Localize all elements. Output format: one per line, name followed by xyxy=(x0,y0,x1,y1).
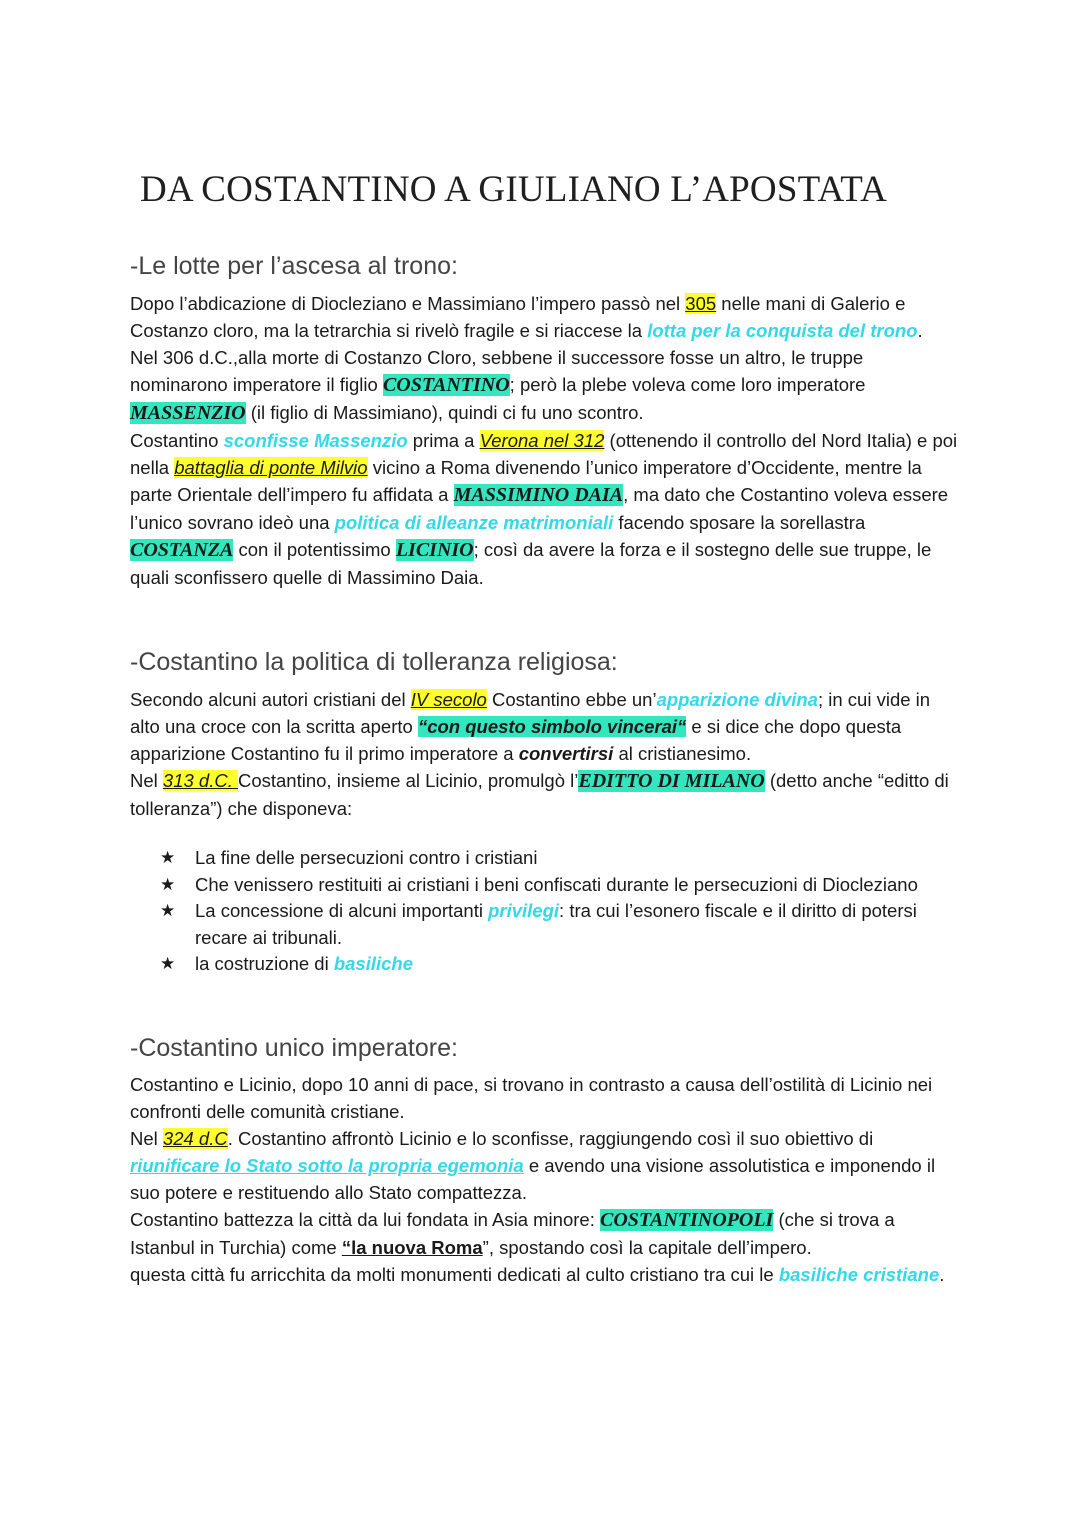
highlight-iv-secolo: IV secolo xyxy=(410,689,487,710)
text: vicino a Roma divenendo l’unico imperatore d’Occidente, mentre la parte Orientale dell’impero fu affidata a xyxy=(130,457,922,505)
name-massimino-daia: MASSIMINO DAIA xyxy=(453,484,624,506)
text: . xyxy=(939,1264,945,1285)
list-item xyxy=(160,845,960,872)
section-body-ascesa xyxy=(130,290,960,591)
section-body-unico-imperatore xyxy=(130,1071,960,1288)
emphasis-apparizione-divina: apparizione divina xyxy=(656,689,818,710)
text: Nel xyxy=(130,770,163,791)
section-body-tolleranza xyxy=(130,686,960,822)
text: ; così da avere la forza e il sostegno delle sue truppe, le quali sconfissero quelle di Massimino Daia. xyxy=(130,539,932,588)
paragraph-monumenti xyxy=(130,1261,960,1288)
text: facendo sposare la sorellastra xyxy=(613,512,866,533)
name-costanza: COSTANZA xyxy=(130,539,234,561)
text: Dopo l’abdicazione di Diocleziano e Massimiano l’impero passò nel xyxy=(130,293,686,314)
emphasis-alleanze-matrimoniali: politica di alleanze matrimoniali xyxy=(334,512,614,533)
text: al cristianesimo. xyxy=(613,743,752,764)
text: Nel 306 d.C.,alla morte di Costanzo Cloro, sebbene il successore fosse un altro, le truppe nominarono imperatore il figlio xyxy=(130,347,864,395)
text: questa città fu arricchita da molti monumenti dedicati al culto cristiano tra cui le xyxy=(130,1264,779,1285)
star-bullet-icon: ★ xyxy=(160,848,176,867)
paragraph-apparizione xyxy=(130,686,960,767)
name-massenzio: MASSENZIO xyxy=(130,402,246,424)
emphasis-riunificare: riunificare lo Stato sotto la propria egemonia xyxy=(130,1155,524,1176)
text: Costantino, insieme al Licinio, promulgò l’ xyxy=(237,770,579,791)
section-heading-unico-imperatore: -Costantino unico imperatore: xyxy=(130,1034,458,1062)
text: Costantino ebbe un’ xyxy=(486,689,657,710)
highlight-verona-312: Verona nel 312 xyxy=(479,430,605,451)
text: Costantino xyxy=(130,430,224,451)
name-editto-milano: EDITTO DI MILANO xyxy=(578,770,765,792)
star-bullet-icon: ★ xyxy=(160,954,176,973)
text: ; in cui vide in alto una croce con la scritta aperto xyxy=(130,689,931,737)
text: Nel xyxy=(130,1128,163,1149)
list-item-text: La fine delle persecuzioni contro i cristiani xyxy=(195,847,538,868)
section-heading-tolleranza: -Costantino la politica di tolleranza religiosa: xyxy=(130,648,618,676)
name-costantino: COSTANTINO xyxy=(382,374,510,396)
text: (detto anche “editto di tolleranza”) che disponeva: xyxy=(130,770,949,819)
paragraph-editto xyxy=(130,767,960,822)
highlight-ponte-milvio: battaglia di ponte Milvio xyxy=(174,457,368,478)
text: prima a xyxy=(407,430,480,451)
list-item-text: Che venissero restituiti ai cristiani i beni confiscati durante le persecuzioni di Diocleziano xyxy=(195,873,918,895)
text: , ma dato che Costantino voleva essere l’unico sovrano ideò una xyxy=(130,484,949,533)
text: ”, spostando così la capitale dell’impero. xyxy=(482,1237,812,1258)
paragraph-324 xyxy=(130,1125,960,1206)
paragraph-abdicazione xyxy=(130,290,960,344)
emphasis-nuova-roma: “la nuova Roma xyxy=(341,1237,483,1258)
paragraph-sconfitta-massenzio xyxy=(130,427,960,591)
highlight-year-305: 305 xyxy=(685,293,717,314)
emphasis-lotta-trono: lotta per la conquista del trono xyxy=(647,320,918,341)
paragraph-contrasto: Costantino e Licinio, dopo 10 anni di pace, si trovano in contrasto a causa dell’ostilità di Licinio nei confronti delle comunità cristiane. xyxy=(130,1074,933,1122)
emphasis-sconfisse-massenzio: sconfisse Massenzio xyxy=(223,430,408,451)
text: . Costantino affrontò Licinio e lo sconfisse, raggiungendo così il suo obiettivo di xyxy=(227,1128,874,1149)
emphasis-basiliche: basiliche xyxy=(333,953,414,974)
name-costantinopoli: COSTANTINOPOLI xyxy=(599,1209,774,1231)
paragraph-costanzo-cloro xyxy=(130,344,960,427)
star-bullet-icon: ★ xyxy=(160,901,176,920)
list-item xyxy=(160,951,960,978)
text: . xyxy=(917,320,923,341)
highlight-324: 324 d.C xyxy=(162,1128,228,1149)
list-item-text: : tra cui l’esonero fiscale e il diritto di potersi recare ai tribunali. xyxy=(195,900,917,948)
editto-list xyxy=(160,845,960,978)
section-heading-ascesa: -Le lotte per l’ascesa al trono: xyxy=(130,252,458,280)
quote-con-questo-simbolo: “con questo simbolo vincerai“ xyxy=(417,716,687,737)
name-licinio: LICINIO xyxy=(395,539,474,561)
text: nelle mani di Galerio e Costanzo cloro, ma la tetrarchia si rivelò fragile e si riaccese la xyxy=(130,293,906,341)
list-item-text: la costruzione di xyxy=(195,953,334,974)
emphasis-privilegi: privilegi xyxy=(488,900,560,921)
highlight-313: 313 d.C. xyxy=(162,770,238,791)
text: e si dice che dopo questa apparizione Costantino fu il primo imperatore a xyxy=(130,716,902,764)
text: Secondo alcuni autori cristiani del xyxy=(130,689,411,710)
list-item xyxy=(160,872,960,899)
text: (ottenendo il controllo del Nord Italia) e poi nella xyxy=(130,430,958,478)
text: con il potentissimo xyxy=(233,539,396,560)
star-bullet-icon: ★ xyxy=(160,874,176,894)
page-title: DA COSTANTINO A GIULIANO L’APOSTATA xyxy=(140,169,888,210)
text: (il figlio di Massimiano), quindi ci fu uno scontro. xyxy=(245,402,644,423)
text: e avendo una visione assolutistica e imponendo il suo potere e restituendo allo Stato compattezza. xyxy=(130,1155,936,1203)
paragraph-costantinopoli xyxy=(130,1206,960,1261)
text: (che si trova a Istanbul in Turchia) come xyxy=(130,1209,895,1258)
text: Costantino battezza la città da lui fondata in Asia minore: xyxy=(130,1209,600,1230)
list-item xyxy=(160,898,960,951)
emphasis-basiliche-cristiane: basiliche cristiane xyxy=(778,1264,940,1285)
text: ; però la plebe voleva come loro imperatore xyxy=(509,374,866,395)
list-item-text: La concessione di alcuni importanti xyxy=(195,900,489,921)
emphasis-convertirsi: convertirsi xyxy=(518,743,614,764)
